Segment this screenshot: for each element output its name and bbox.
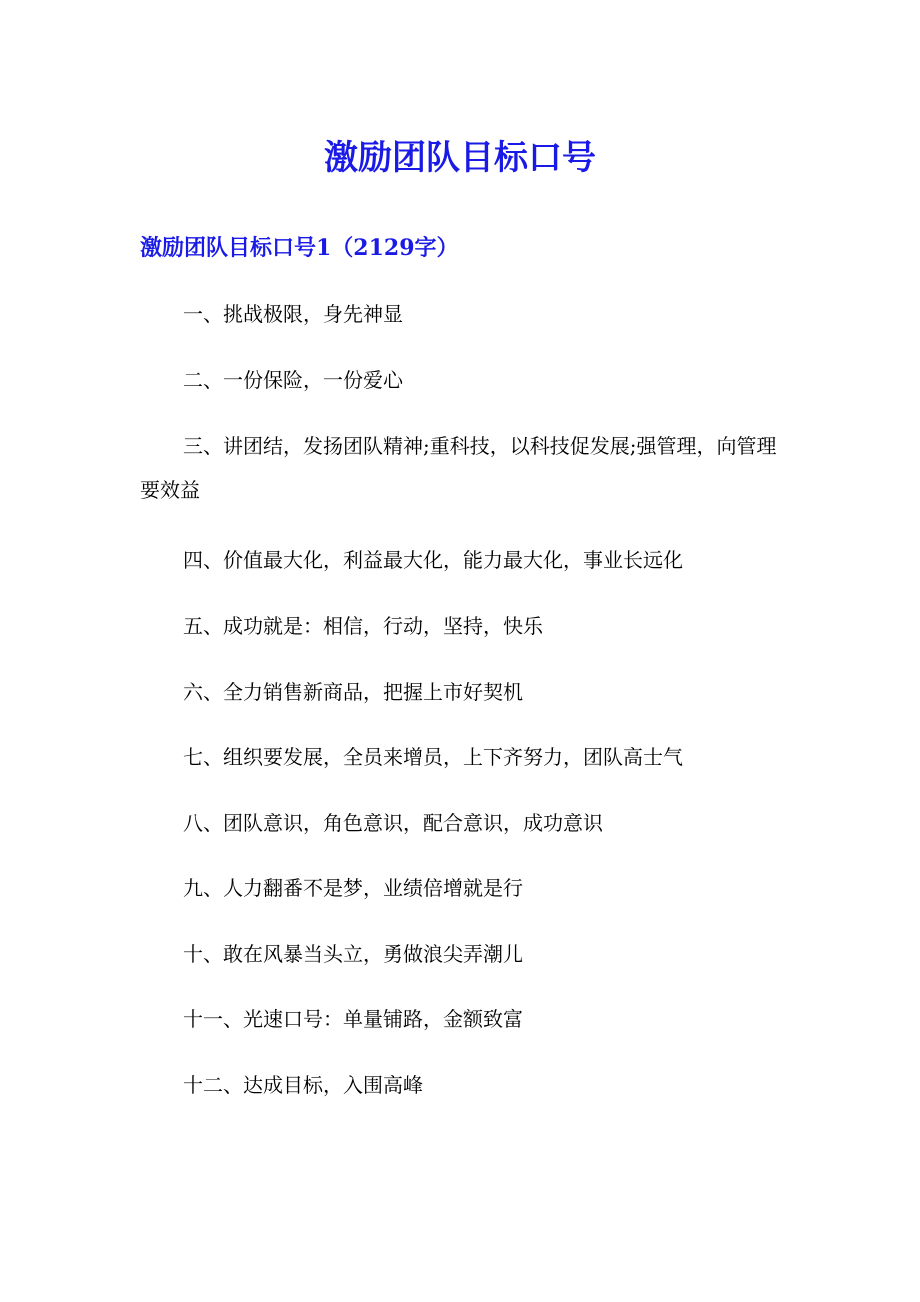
slogan-item: 九、人力翻番不是梦，业绩倍增就是行 [183,876,523,900]
slogan-item: 六、全力销售新商品，把握上市好契机 [183,680,523,704]
slogan-item: 二、一份保险，一份爱心 [183,368,403,392]
document-title: 激励团队目标口号 [324,138,596,178]
slogan-item: 八、团队意识，角色意识，配合意识，成功意识 [183,811,603,835]
slogan-item: 十一、光速口号：单量铺路，金额致富 [183,1007,523,1031]
slogan-item: 五、成功就是：相信，行动，坚持，快乐 [183,614,543,638]
slogan-item: 四、价值最大化，利益最大化，能力最大化，事业长远化 [183,548,683,572]
slogan-item: 十、敢在风暴当头立，勇做浪尖弄潮儿 [183,942,523,966]
section-heading: 激励团队目标口号1（2129字） [140,235,459,261]
slogan-item: 十二、达成目标，入围高峰 [183,1073,423,1097]
slogan-item: 七、组织要发展，全员来增员，上下齐努力，团队高士气 [183,745,683,769]
slogan-item: 三、讲团结，发扬团队精神;重科技，以科技促发展;强管理，向管理要效益 [140,434,777,502]
slogan-item: 一、挑战极限，身先神显 [183,302,403,326]
